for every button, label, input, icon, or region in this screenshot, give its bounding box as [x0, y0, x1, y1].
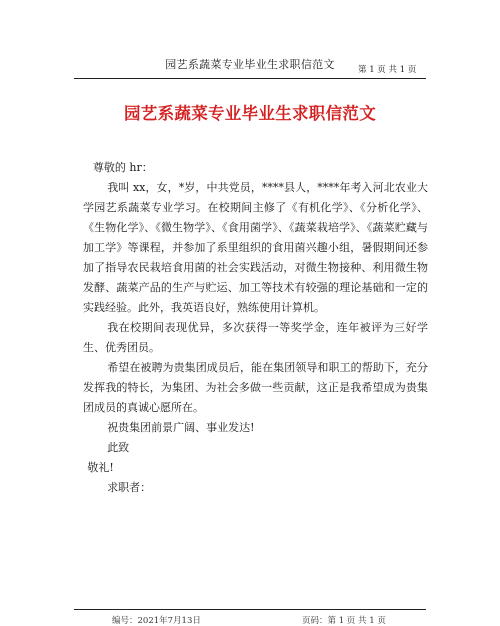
closing-salute: 敬礼!: [87, 461, 114, 474]
footer-divider: [74, 609, 426, 610]
paragraph-wishes: 祝贵集团前景广阔、事业发达!: [107, 421, 255, 434]
closing-regards: 此致: [107, 441, 130, 454]
salutation: 尊敬的 hr：: [92, 161, 153, 174]
running-header-title: 园艺系蔬菜专业毕业生求职信范文: [165, 58, 335, 71]
letter-body: [83, 158, 428, 498]
document-title: 园艺系蔬菜专业毕业生求职信范文: [124, 104, 376, 123]
header-divider: [74, 78, 426, 79]
header-page-indicator: 第 1 页 共 1 页: [358, 65, 417, 75]
footer-page-number: 页码：第 1 页 共 1 页: [302, 616, 386, 626]
paragraph-achievements: 我在校期间表现优异，多次获得一等奖学金，连年被评为三好学生、优秀团员。: [83, 321, 428, 354]
paragraph-introduction: 我叫 xx，女，*岁，中共党员，****县人，****年考入河北农业大学园艺系蔬菜专业学习。在校期间主修了《有机化学》、《分析化学》、《生物化学》、《微生物学》、《食用菌学》、《蔬菜栽培学》、《蔬菜贮藏与加工学》等课程，并参加了系里组织的食用菌兴趣小组，暑假期间还参加了指导农民栽培食用菌的社会实践活动，对微生物接种、利用微生物发酵、蔬菜产品的生产与贮运、加工等技术有较强的理论基础和一定的实践经验。此外，我英语良好，熟练使用计算机。: [83, 181, 428, 314]
paragraph-aspiration: 希望在被聘为贵集团成员后，能在集团领导和职工的帮助下，充分发挥我的特长，为集团、为社会多做一些贡献，这正是我希望成为贵集团成员的真诚心愿所在。: [83, 361, 428, 414]
signature-line: 求职者：: [107, 481, 152, 494]
footer-date: 编号：2021年7月13日: [112, 616, 201, 626]
